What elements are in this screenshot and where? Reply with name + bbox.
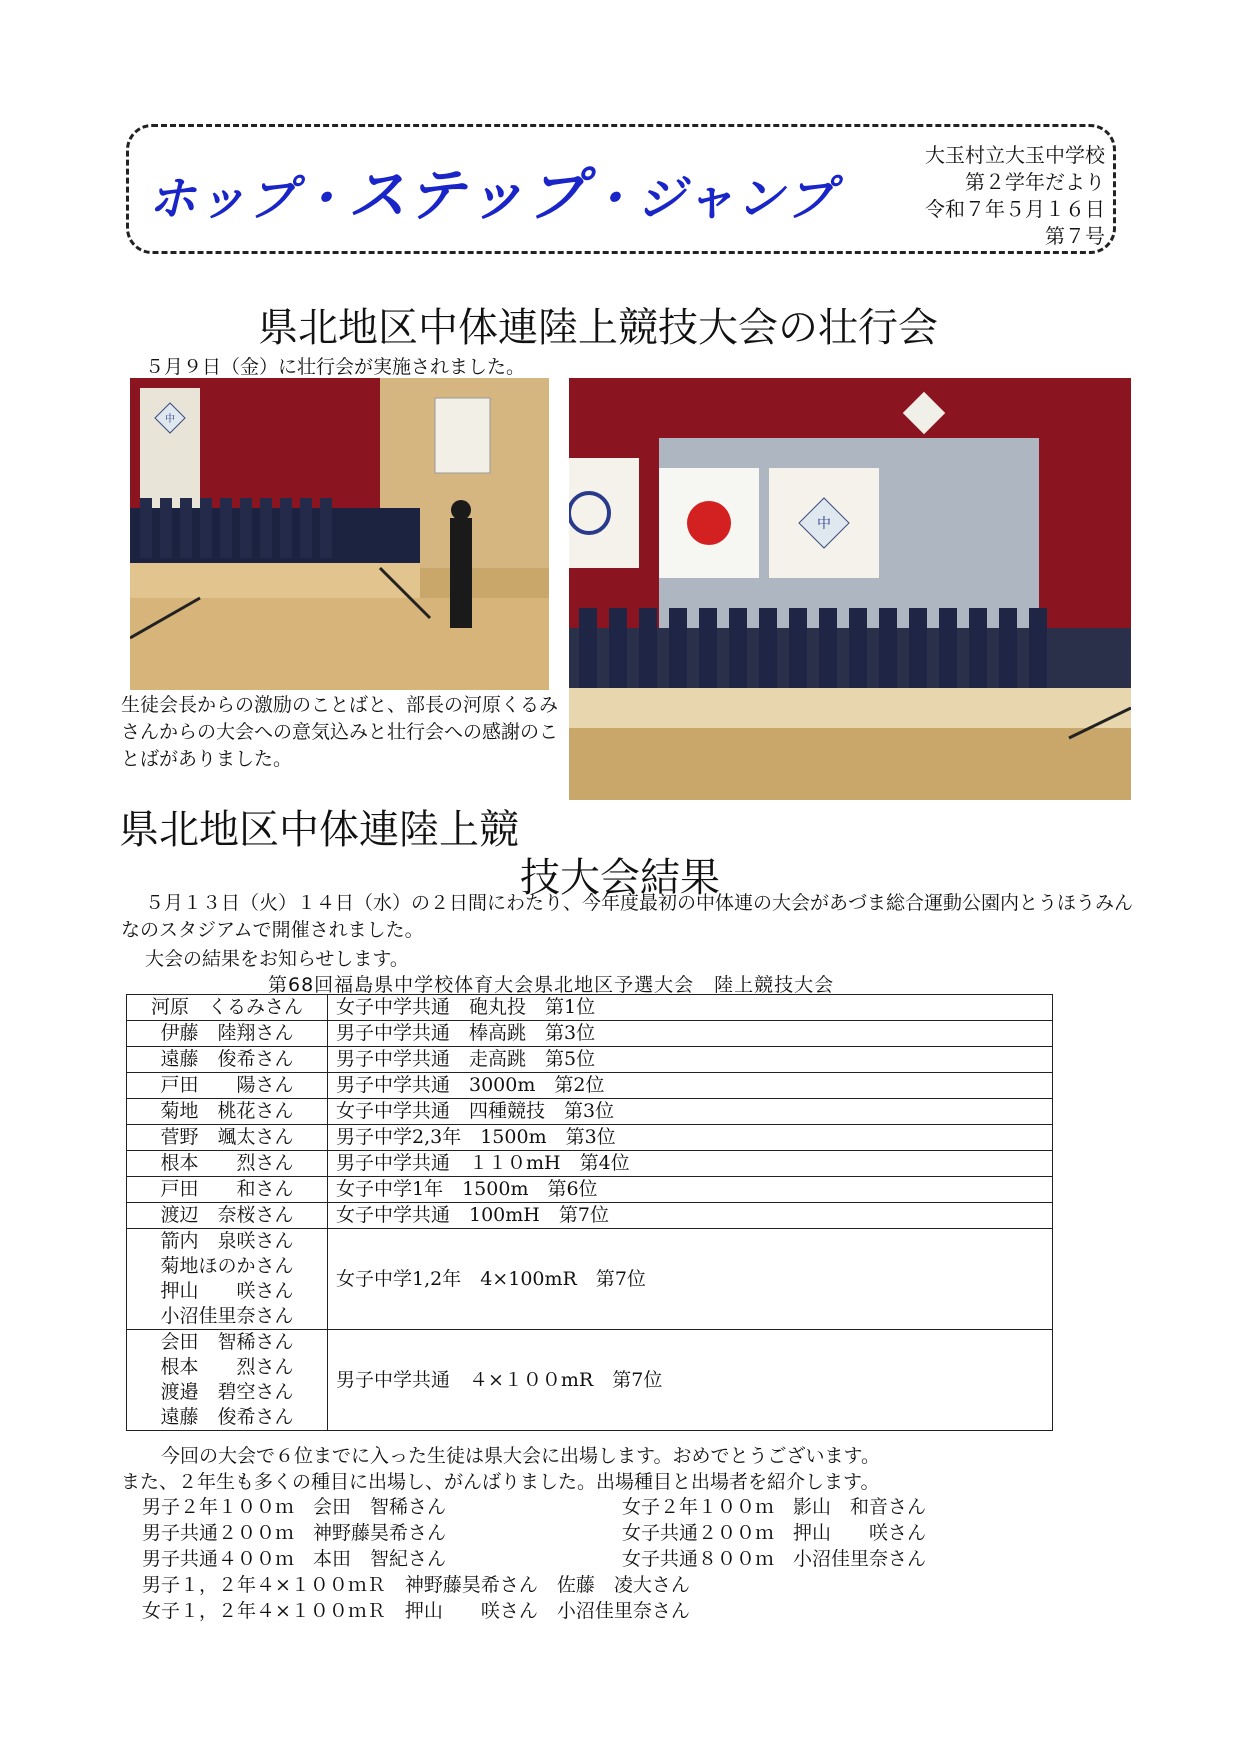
athlete-name: 遠藤 俊希さん xyxy=(160,1406,294,1428)
result-event: 男子中学共通 棒高跳 第3位 xyxy=(328,1021,1053,1047)
section2-announcement: 大会の結果をお知らせします。 xyxy=(145,948,409,970)
issue-date: 令和７年５月１６日 xyxy=(925,197,1105,221)
result-names xyxy=(127,1229,328,1330)
result-event: 女子中学共通 四種競技 第3位 xyxy=(328,1099,1053,1125)
result-names xyxy=(127,1203,328,1229)
title-part-jump: ・ジャンプ xyxy=(586,171,836,227)
athlete-name: 菅野 颯太さん xyxy=(160,1126,294,1148)
issue-number: 第７号 xyxy=(1045,224,1105,248)
athlete-name: 渡邉 碧空さん xyxy=(160,1381,294,1403)
athlete-name: 戸田 陽さん xyxy=(160,1074,294,1096)
section1-intro: ５月９日（金）に壮行会が実施されました。 xyxy=(145,356,526,378)
athlete-name: 戸田 和さん xyxy=(160,1178,294,1200)
result-event: 女子中学共通 砲丸投 第1位 xyxy=(328,995,1053,1021)
table-row xyxy=(127,1330,1053,1431)
athlete-name: 根本 烈さん xyxy=(160,1152,294,1174)
table-row xyxy=(127,995,1053,1021)
result-names xyxy=(127,1125,328,1151)
after-line-1: 今回の大会で６位までに入った生徒は県大会に出場します。おめでとうございます。 xyxy=(161,1445,880,1467)
result-names xyxy=(127,1073,328,1099)
table-row xyxy=(127,1177,1053,1203)
result-names xyxy=(127,1330,328,1431)
newsletter-name: 第２学年だより xyxy=(965,170,1105,194)
table-row xyxy=(127,1099,1053,1125)
after-line-2: また、２年生も多くの種目に出場し、がんばりました。出場種目と出場者を紹介します。 xyxy=(121,1471,880,1493)
athlete-name: 菊地 桃花さん xyxy=(160,1100,294,1122)
after-text xyxy=(121,1443,1136,1495)
title-part-step: ステップ xyxy=(348,161,587,229)
entry-left: 男子共通４００ｍ 本田 智紀さん xyxy=(142,1548,447,1570)
result-event: 女子中学1,2年 4×100mR 第7位 xyxy=(328,1229,1053,1330)
athlete-name: 会田 智稀さん xyxy=(160,1331,294,1353)
photo-caption: 生徒会長からの激励のことばと、部長の河原くるみさんからの大会への意気込みと壮行会への感謝のことばがありました。 xyxy=(121,694,559,770)
athlete-name: 河原 くるみさん xyxy=(150,996,303,1018)
section2-heading-line1: 県北地区中体連陸上競 xyxy=(119,807,519,853)
result-names xyxy=(127,995,328,1021)
entry-left: 男子共通２００ｍ 神野藤昊希さん xyxy=(142,1522,447,1544)
svg-text:中: 中 xyxy=(817,516,831,532)
table-row xyxy=(127,1047,1053,1073)
athlete-name: 伊藤 陸翔さん xyxy=(160,1022,294,1044)
result-event: 男子中学共通 走高跳 第5位 xyxy=(328,1047,1053,1073)
result-names xyxy=(127,1151,328,1177)
entry-left: 男子２年１００ｍ 会田 智稀さん xyxy=(142,1496,447,1518)
table-row xyxy=(127,1151,1053,1177)
result-event: 男子中学共通 3000m 第2位 xyxy=(328,1073,1053,1099)
result-event: 男子中学共通 １１０mH 第4位 xyxy=(328,1151,1053,1177)
athlete-name: 根本 烈さん xyxy=(160,1356,294,1378)
result-names xyxy=(127,1047,328,1073)
results-table-title: 第68回福島県中学校体育大会県北地区予選大会 陸上競技大会 xyxy=(268,974,835,996)
result-event: 男子中学共通 ４×１００mR 第7位 xyxy=(328,1330,1053,1431)
photo-rally-speech xyxy=(130,378,549,690)
table-row xyxy=(127,1125,1053,1151)
athlete-name: 箭内 泉咲さん xyxy=(160,1230,294,1252)
result-names xyxy=(127,1099,328,1125)
table-row xyxy=(127,1203,1053,1229)
table-row xyxy=(127,1229,1053,1330)
newsletter-title xyxy=(148,148,836,232)
result-event: 女子中学共通 100mH 第7位 xyxy=(328,1203,1053,1229)
newsletter-info xyxy=(860,142,1105,250)
table-row xyxy=(127,1073,1053,1099)
photo-rally-stage xyxy=(569,378,1131,800)
title-part-hop: ホップ・ xyxy=(148,171,349,227)
result-names xyxy=(127,1021,328,1047)
entry-right: 女子２年１００ｍ 影山 和音さん xyxy=(622,1496,927,1518)
section1-heading: 県北地区中体連陸上競技大会の壮行会 xyxy=(258,305,938,351)
table-row xyxy=(127,1021,1053,1047)
entry-right: 女子共通２００ｍ 押山 咲さん xyxy=(622,1522,927,1544)
athlete-name: 遠藤 俊希さん xyxy=(160,1048,294,1070)
entry-left: 男子１，２年４×１００ｍＲ 神野藤昊希さん 佐藤 凌大さん xyxy=(142,1574,690,1596)
athlete-name: 菊地ほのかさん xyxy=(160,1255,294,1277)
result-event: 男子中学2,3年 1500m 第3位 xyxy=(328,1125,1053,1151)
section2-heading-line2: 技大会結果 xyxy=(520,855,720,901)
section2-paragraph: ５月１３日（火）１４日（水）の２日間にわたり、今年度最初の中体連の大会があづま総合運動公園内とうほうみんなのスタジアムで開催されました。 xyxy=(121,892,1134,941)
athlete-name: 渡辺 奈桜さん xyxy=(160,1204,294,1226)
svg-text:中: 中 xyxy=(165,414,175,425)
result-names xyxy=(127,1177,328,1203)
result-event: 女子中学1年 1500m 第6位 xyxy=(328,1177,1053,1203)
results-table xyxy=(126,994,1053,1431)
entry-left: 女子１，２年４×１００ｍＲ 押山 咲さん 小沼佳里奈さん xyxy=(142,1600,690,1622)
school-name: 大玉村立大玉中学校 xyxy=(925,143,1105,167)
athlete-name: 押山 咲さん xyxy=(160,1280,294,1302)
athlete-name: 小沼佳里奈さん xyxy=(160,1305,294,1327)
entry-right: 女子共通８００ｍ 小沼佳里奈さん xyxy=(622,1548,927,1570)
